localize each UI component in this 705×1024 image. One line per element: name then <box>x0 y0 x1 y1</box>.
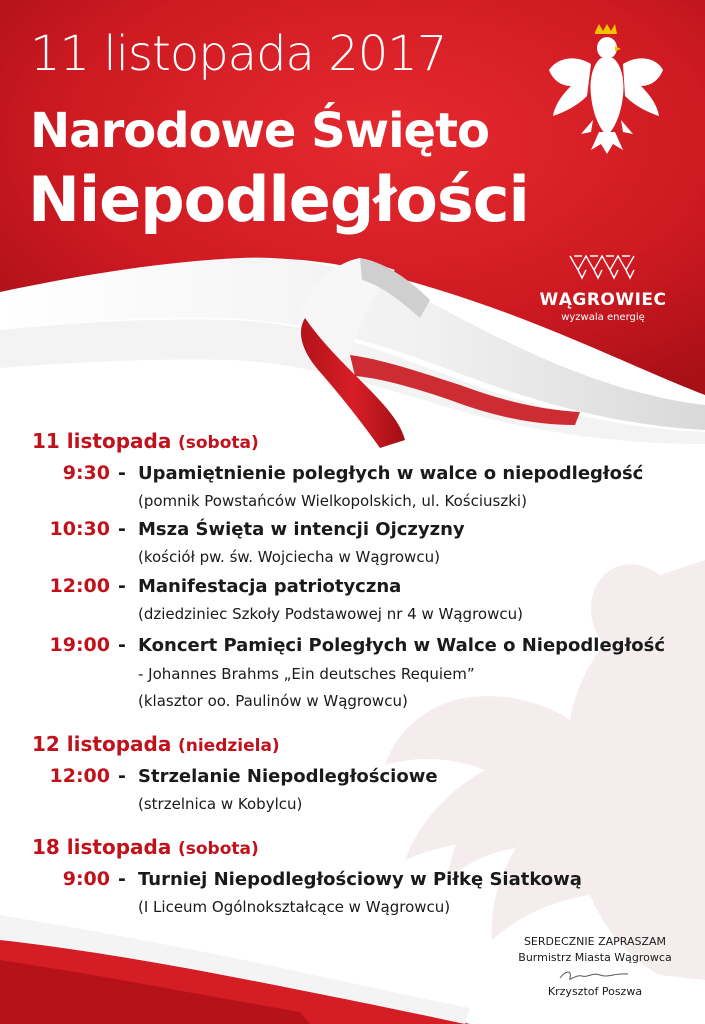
event-location: (strzelnica w Kobylcu) <box>138 795 303 813</box>
event-time: 12:00 <box>49 765 110 787</box>
city-logo <box>528 252 678 342</box>
day-heading <box>32 429 259 453</box>
day-date: 12 listopada <box>32 732 172 756</box>
header-title-line2: Niepodległości <box>28 163 529 236</box>
event-title: Upamiętnienie poległych w walce o niepodległość <box>138 463 644 484</box>
event-title: Turniej Niepodległościowy w Piłkę Siatkową <box>138 869 582 890</box>
event-dash: - <box>118 575 126 597</box>
day-date: 18 listopada <box>32 835 172 859</box>
event-title: Strzelanie Niepodległościowe <box>138 766 438 787</box>
day-date: 11 listopada <box>32 429 172 453</box>
header-date: 11 listopada 2017 <box>30 26 447 82</box>
signature-invite: SERDECZNIE ZAPRASZAM <box>523 935 667 948</box>
day-weekday: (sobota) <box>177 433 259 453</box>
event-time: 9:00 <box>62 868 110 890</box>
signature-name: Krzysztof Poszwa <box>547 985 643 998</box>
day-weekday: (sobota) <box>177 839 259 859</box>
event-dash: - <box>118 518 126 540</box>
day-heading <box>32 835 259 859</box>
event-time: 12:00 <box>49 575 110 597</box>
event-title: Manifestacja patriotyczna <box>138 576 402 597</box>
event-location: (klasztor oo. Paulinów w Wągrowcu) <box>138 692 408 710</box>
day-heading <box>32 732 280 756</box>
event-dash: - <box>118 634 126 656</box>
handwritten-signature <box>550 966 640 984</box>
event-time: 10:30 <box>49 518 110 540</box>
header-title-line1: Narodowe Święto <box>30 103 489 159</box>
white-eagle-emblem <box>545 24 665 154</box>
event-location: (I Liceum Ogólnokształcące w Wągrowcu) <box>138 898 451 916</box>
city-slogan: wyzwala energię <box>561 312 645 323</box>
event-dash: - <box>118 462 126 484</box>
event-title: Msza Święta w intencji Ojczyzny <box>138 519 465 540</box>
signature-block <box>500 934 690 1000</box>
event-dash: - <box>118 765 126 787</box>
city-name: WĄGROWIEC <box>539 290 667 310</box>
city-logo-mark <box>568 252 638 282</box>
event-title: Koncert Pamięci Poległych w Walce o Niepodległość <box>138 635 665 656</box>
eagle-crown <box>595 24 617 34</box>
event-location: (dziedziniec Szkoły Podstawowej nr 4 w Wągrowcu) <box>138 605 523 623</box>
event-subtitle: - Johannes Brahms „Ein deutsches Requiem” <box>138 665 475 683</box>
event-time: 9:30 <box>62 462 110 484</box>
day-weekday: (niedziela) <box>177 736 280 756</box>
event-dash: - <box>118 868 126 890</box>
event-location: (pomnik Powstańców Wielkopolskich, ul. Kościuszki) <box>138 492 527 510</box>
event-time: 19:00 <box>49 634 110 656</box>
event-location: (kościół pw. św. Wojciecha w Wągrowcu) <box>138 548 440 566</box>
signature-role: Burmistrz Miasta Wągrowca <box>518 951 672 964</box>
